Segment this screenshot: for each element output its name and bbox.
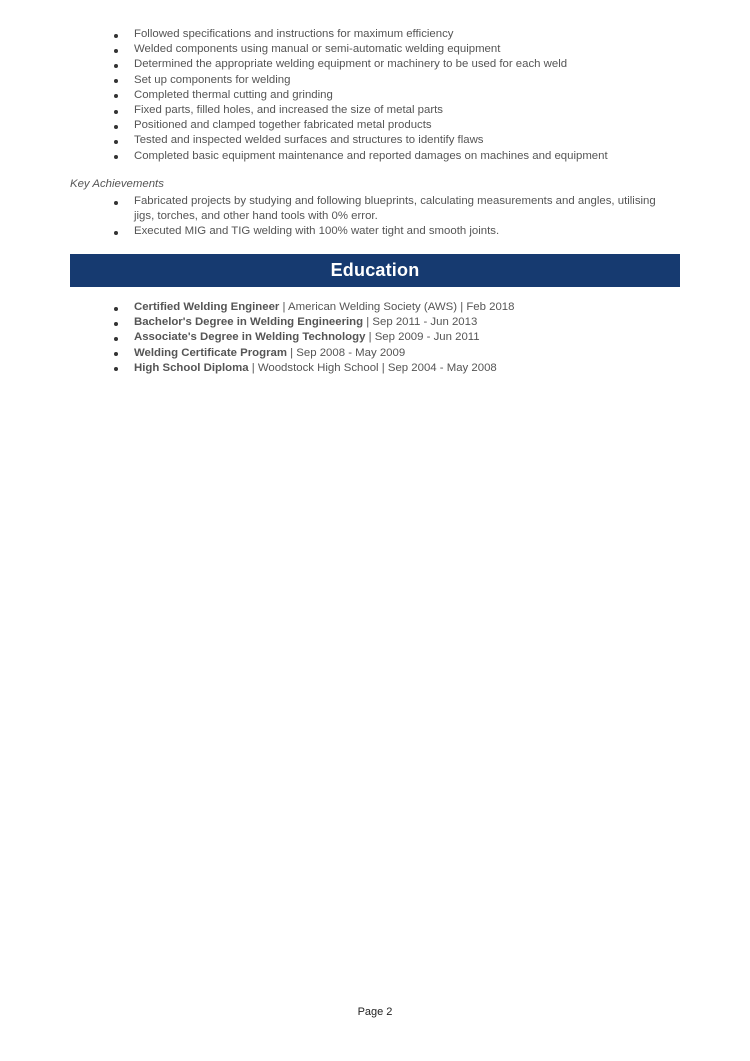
list-item: Set up components for welding xyxy=(134,73,694,88)
list-item: Completed basic equipment maintenance and reported damages on machines and equipment xyxy=(134,149,694,164)
list-item: Welded components using manual or semi-automatic welding equipment xyxy=(134,42,694,57)
key-achievements-label: Key Achievements xyxy=(70,178,164,190)
education-item xyxy=(134,346,674,361)
degree-name: Certified Welding Engineer xyxy=(134,301,280,313)
list-item: Positioned and clamped together fabricated metal products xyxy=(134,118,694,133)
education-item xyxy=(134,361,674,376)
degree-details: | Sep 2009 - Jun 2011 xyxy=(365,331,480,344)
education-item xyxy=(134,300,674,315)
education-item xyxy=(134,330,674,345)
education-section-header xyxy=(70,254,680,287)
education-item xyxy=(134,315,674,330)
degree-name: Associate's Degree in Welding Technology xyxy=(134,331,366,344)
list-item: Determined the appropriate welding equipment or machinery to be used for each weld xyxy=(134,57,694,72)
degree-details: | Sep 2008 - May 2009 xyxy=(286,346,406,359)
degree-name: Welding Certificate Program xyxy=(134,346,287,359)
degree-details: | Woodstock High School | Sep 2004 - May 2008 xyxy=(248,361,497,374)
list-item: Fixed parts, filled holes, and increased the size of metal parts xyxy=(134,103,694,118)
degree-name: High School Diploma xyxy=(134,361,249,374)
achievements-list xyxy=(134,194,664,240)
list-item: Fabricated projects by studying and following blueprints, calculating measurements and angles, utilising jigs, torches, and other hand tools with 0% error. xyxy=(134,194,664,224)
degree-details: | American Welding Society (AWS) | Feb 2018 xyxy=(279,301,515,313)
degree-details: | Sep 2011 - Jun 2013 xyxy=(363,316,478,329)
list-item: Executed MIG and TIG welding with 100% water tight and smooth joints. xyxy=(134,224,664,239)
list-item: Followed specifications and instructions for maximum efficiency xyxy=(134,27,694,42)
list-item: Completed thermal cutting and grinding xyxy=(134,88,694,103)
responsibilities-list xyxy=(134,27,694,164)
section-title: Education xyxy=(330,260,420,280)
page-number: Page 2 xyxy=(357,1006,393,1018)
degree-name: Bachelor's Degree in Welding Engineering xyxy=(134,316,364,329)
list-item: Tested and inspected welded surfaces and structures to identify flaws xyxy=(134,133,694,148)
education-list xyxy=(134,300,674,376)
